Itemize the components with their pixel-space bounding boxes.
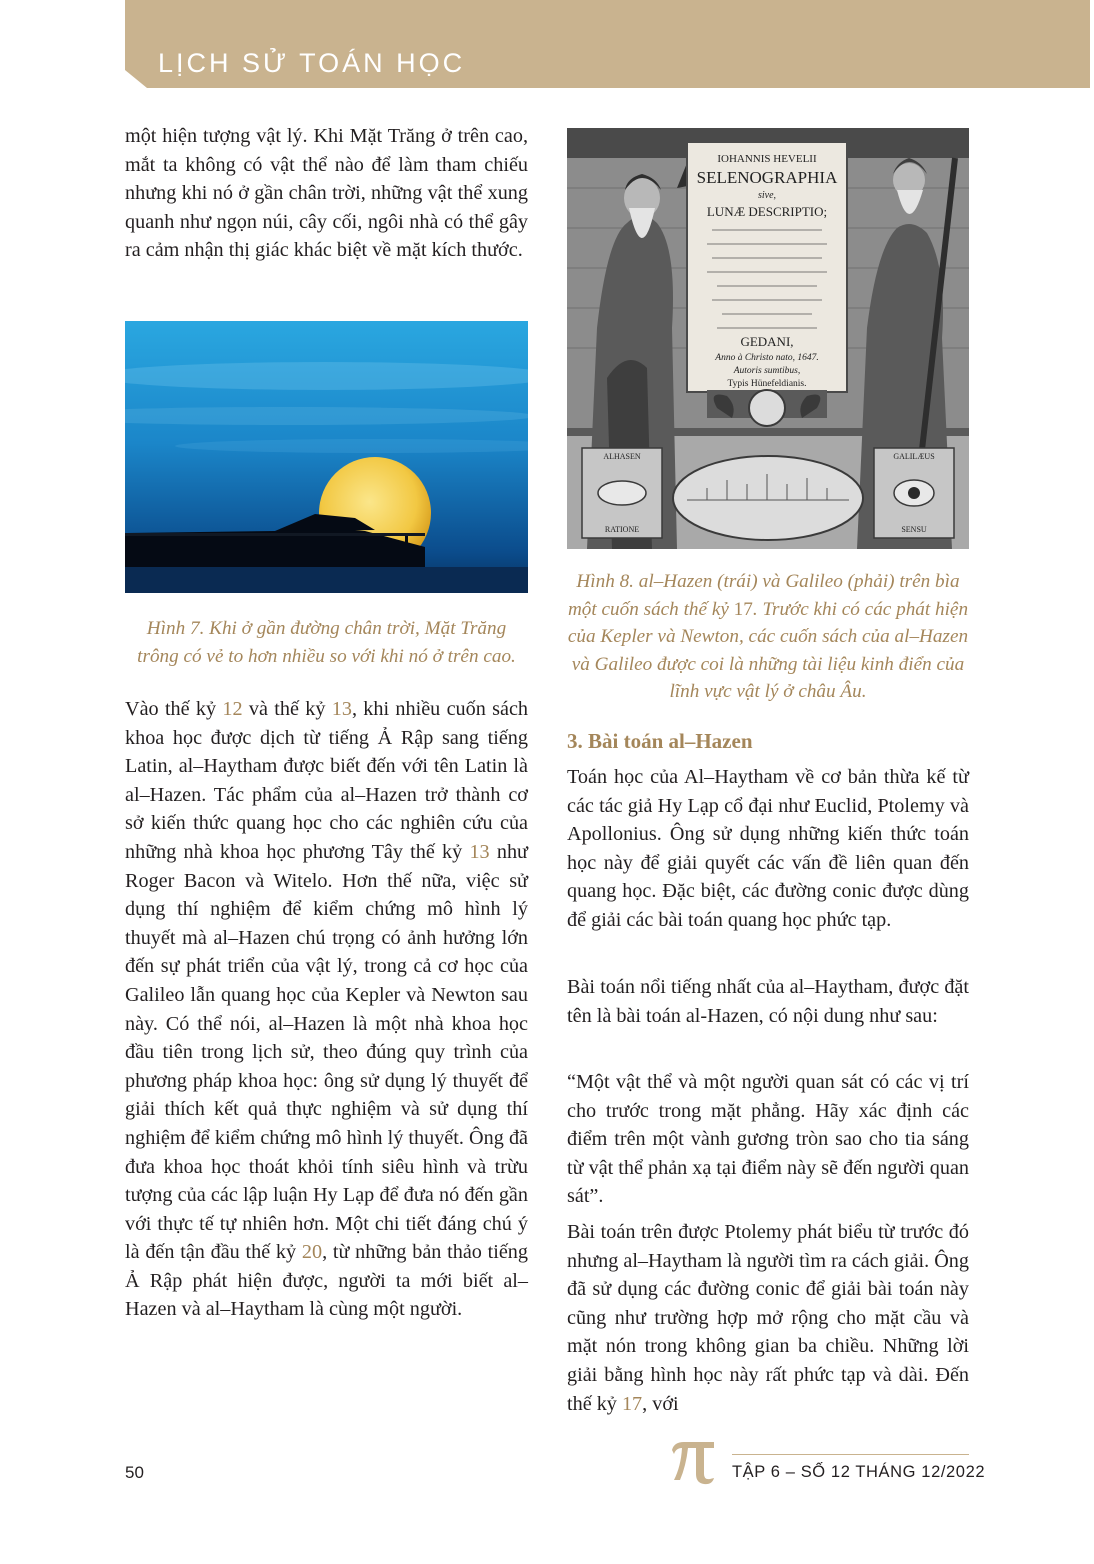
engraving-line-6: Anno à Christo nato, 1647. xyxy=(715,353,819,363)
figure7-caption: Hình 7. Khi ở gần đường chân trời, Mặt Trăng trông có vẻ to hơn nhiều so với khi nó ở trên cao. xyxy=(137,618,516,667)
pi-logo-icon xyxy=(668,1436,718,1486)
right-paragraph-4: Bài toán trên được Ptolemy phát biểu từ trước đó nhưng al–Haytham là người tìm ra cách giải. Ông đã sử dụng các đường conic để giải bài toán này cũng như trường hợp mở rộng cho mặt cầu và mặt nón trong không gian ba chiều. Những lời giải bằng hình học này rất phức tạp và dài. Đến thế kỷ 17, với xyxy=(567,1221,969,1415)
engraving-line-5: GEDANI, xyxy=(740,334,794,349)
engraving-line-1: IOHANNIS HEVELII xyxy=(717,153,817,165)
engraving-line-7: Autoris sumtibus, xyxy=(733,366,801,376)
left-main-paragraph: Vào thế kỷ 12 và thế kỷ 13, khi nhiều cuốn sách khoa học được dịch từ tiếng Ả Rập sang tiếng Latin, al–Haytham được biết đến với tên Latin là al–Hazen. Tác phẩm của al–Hazen trở thành cơ sở kiến thức quang học cho các nghiên cứu của những nhà khoa học phương Tây thế kỷ 13 như Roger Bacon và Witelo. Hơn thế nữa, việc sử dụng thí nghiệm để kiểm chứng mô hình lý thuyết mà al–Hazen chú trọng có ảnh hưởng lớn đến sự phát triển của vật lý, trong cả cơ học của Galileo lẫn quang học của Kepler và Newton sau này. Có thể nói, al–Hazen là một nhà khoa học đầu tiên trong lịch sử, theo đúng quy trình của phương pháp khoa học: ông sử dụng lý thuyết để giải thích kết quả thực nghiệm và sử dụng thí nghiệm để kiểm chứng mô hình lý thuyết. Ông đã đưa khoa học thoát khỏi tính siêu hình và trừu tượng của các lập luận Hy Lạp để đưa nó đến gần với thực tế tự nhiên hơn. Một chi tiết đáng chú ý là đến tận đầu thế kỷ 20, từ những bản thảo tiếng Ả Rập phát hiện được, người ta mới biết al–Hazen và al–Haytham là cùng một người. xyxy=(125,698,529,1321)
moon-pier-image xyxy=(125,321,528,593)
page-number: 50 xyxy=(125,1463,144,1482)
footer-rule xyxy=(732,1454,969,1455)
ratione-label: RATIONE xyxy=(604,525,640,534)
right-quote-paragraph: “Một vật thể và một người quan sát có các vị trí cho trước trong mặt phẳng. Hãy xác định các điểm trên một vành gương tròn sao cho tia sáng từ vật thể phản xạ tại điểm này sẽ đến người quan sát”. xyxy=(567,1071,969,1208)
right-paragraph-2: Bài toán nổi tiếng nhất của al–Haytham, được đặt tên là bài toán al-Hazen, có nội dung như sau: xyxy=(567,976,969,1027)
alhasen-label: ALHASEN xyxy=(603,452,641,461)
issue-label: TẬP 6 – SỐ 12 THÁNG 12/2022 xyxy=(732,1463,986,1481)
engraving-line-2: SELENOGRAPHIA xyxy=(696,168,838,187)
figure7-moon-photo xyxy=(125,321,528,593)
engraving-line-4: LUNÆ DESCRIPTIO; xyxy=(706,204,828,219)
galilaeus-label: GALILÆUS xyxy=(893,452,935,461)
section-heading: 3. Bài toán al–Hazen xyxy=(567,729,753,753)
figure8-caption: Hình 8. al–Hazen (trái) và Galileo (phải) trên bìa một cuốn sách thế kỷ 17. Trước khi có các phát hiện của Kepler và Newton, các cuốn sách của al–Hazen và Galileo được coi là những tài liệu kinh điển của lĩnh vực vật lý ở châu Âu. xyxy=(567,571,969,702)
left-top-paragraph: một hiện tượng vật lý. Khi Mặt Trăng ở trên cao, mắt ta không có vật thể nào để làm tham chiếu nhưng khi nó ở gần chân trời, những vật thể xung quanh như ngọn núi, cây cối, ngôi nhà có thể gây ra cảm nhận thị giác khác biệt về mặt kích thước. xyxy=(125,125,528,262)
sensu-label: SENSU xyxy=(901,525,927,534)
selenographia-frontispiece-image xyxy=(567,128,969,549)
figure8-engraving xyxy=(567,128,969,549)
engraving-line-8: Typis Hünefeldianis. xyxy=(727,379,807,389)
right-paragraph-1: Toán học của Al–Haytham về cơ bản thừa kế từ các tác giả Hy Lạp cổ đại như Euclid, Ptolemy và Apollonius. Ông sử dụng những kiến thức toán học này để giải quyết các vấn đề liên quan đến quang học. Đặc biệt, các đường conic được dùng để giải các bài toán quang học phức tạp. xyxy=(567,766,969,931)
engraving-line-3: sive, xyxy=(757,190,777,201)
section-title: LỊCH SỬ TOÁN HỌC xyxy=(158,48,466,78)
